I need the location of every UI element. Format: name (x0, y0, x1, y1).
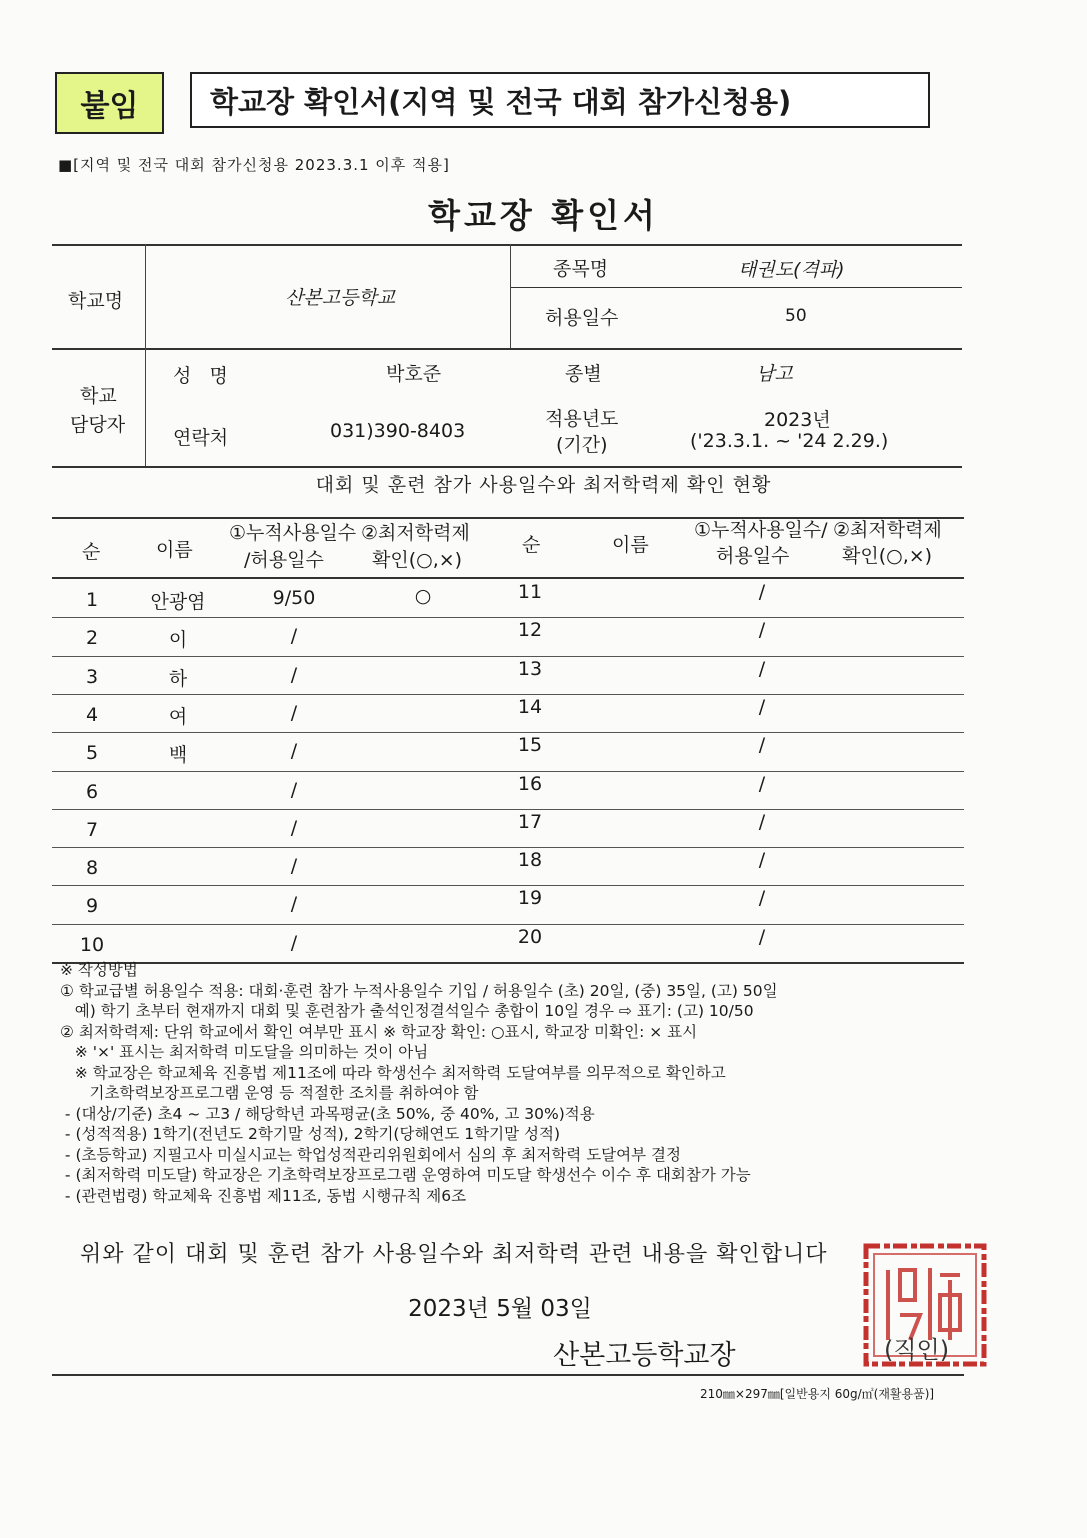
seal-label: (직인) (884, 1336, 950, 1364)
notes-block (60, 960, 778, 1206)
row-number-2: 11 (517, 581, 543, 603)
contact-label: 연락처 (173, 427, 229, 449)
row-used-days: / (290, 625, 298, 648)
row-number-2: 15 (517, 734, 543, 757)
note-line: - (관련법령) 학교체육 진흥법 제11조, 동법 시행규칙 제6조 (60, 1186, 467, 1205)
year-label-line2: (기간) (556, 434, 608, 456)
row-used-days: / (290, 893, 298, 916)
row-used-days-2: / (758, 734, 766, 757)
note-line: ① 학교급별 허용일수 적용: 대회·훈련 참가 누적사용일수 기입 / 허용일수 (초) 20일, (중) 35일, (고) 50일 (60, 981, 778, 1000)
row-used-days: / (290, 816, 298, 839)
note-line: - (대상/기준) 초4 ~ 고3 / 해당학년 과목평균(초 50%, 중 40%, 고 30%)적용 (60, 1104, 595, 1123)
period-value: ('23.3.1. ~ '24 2.29.) (690, 430, 889, 452)
allowed-days-label: 허용일수 (545, 307, 619, 329)
row-number-2: 20 (517, 925, 543, 948)
header-title: 학교장 확인서(지역 및 전국 대회 참가신청용) (190, 72, 930, 128)
header-no-2: 순 (522, 534, 541, 556)
header-check-2-line1: ②최저학력제 (833, 519, 942, 541)
row-name: 이 (168, 629, 188, 652)
staff-label-line2: 담당자 (70, 414, 126, 436)
header-used-line1: ①누적사용일수 (229, 522, 357, 544)
row-number-2: 16 (517, 772, 543, 795)
divider (510, 244, 511, 348)
staff-name-label: 성 명 (173, 365, 228, 387)
rule (52, 466, 962, 468)
row-used-days: / (290, 740, 298, 763)
school-name: 산본고등학교 (285, 287, 396, 309)
row-used-days-2: / (758, 619, 766, 642)
row-number: 8 (85, 857, 99, 880)
header-check-line1: ②최저학력제 (361, 522, 470, 544)
row-divider (52, 617, 964, 618)
row-used-days-2: / (758, 925, 766, 948)
rule (52, 577, 964, 579)
row-used-days-2: / (758, 581, 766, 603)
row-number-2: 13 (517, 657, 543, 680)
staff-label-line1: 학교 (80, 385, 117, 407)
row-used-days-2: / (758, 849, 766, 872)
row-number-2: 18 (517, 849, 543, 872)
note-line: 기초학력보장프로그램 운영 등 적절한 조치를 취하여야 함 (60, 1084, 479, 1102)
header-check-line2: 확인(○,×) (372, 549, 463, 571)
allowed-days-value: 50 (785, 306, 807, 326)
doc-title: 학교장 확인서 (428, 196, 659, 235)
row-used-days-2: / (758, 810, 766, 833)
event-label: 종목명 (553, 258, 609, 280)
row-number: 5 (85, 742, 99, 765)
row-number-2: 17 (517, 810, 543, 833)
header-used-line2: /허용일수 (244, 549, 324, 571)
school-name-label: 학교명 (68, 290, 124, 312)
row-used-days-2: / (758, 657, 766, 680)
row-name: 백 (168, 744, 188, 767)
year-value: 2023년 (764, 409, 831, 431)
header-name-2: 이름 (612, 534, 649, 556)
row-used-days: / (290, 778, 298, 801)
row-divider (52, 732, 964, 733)
principal: 산본고등학교장 (553, 1340, 736, 1371)
row-used-days: / (290, 663, 298, 686)
note-line: - (초등학교) 지필고사 미실시교는 학업성적관리위원회에서 심의 후 최저학력 도달여부 결정 (60, 1145, 681, 1164)
header-check-2-line2: 확인(○,×) (842, 545, 933, 567)
row-number: 3 (85, 665, 99, 688)
year-label-line1: 적용년도 (545, 408, 619, 430)
note-line: ※ 작성방법 (60, 961, 138, 979)
row-name: 여 (168, 705, 188, 728)
note-line: ※ '×' 표시는 최저학력 미도달을 의미하는 것이 아님 (60, 1043, 429, 1061)
note-line: - (최저학력 미도달) 학교장은 기초학력보장프로그램 운영하여 미도달 학생선수 이수 후 대회참가 가능 (60, 1166, 751, 1184)
contact-value: 031)390-8403 (330, 420, 466, 442)
row-number: 10 (79, 933, 105, 956)
type-value: 남고 (756, 363, 793, 385)
row-used-days: 9/50 (272, 587, 316, 609)
header-used-2-line1: ①누적사용일수/ (694, 519, 828, 541)
rule (52, 244, 962, 246)
row-number: 4 (85, 703, 99, 726)
row-used-days-2: / (758, 887, 766, 910)
note-line: ※ 학교장은 학교체육 진흥법 제11조에 따라 학생선수 최저학력 도달여부를 의무적으로 확인하고 (60, 1063, 726, 1082)
divider (145, 244, 146, 466)
row-number: 9 (85, 895, 99, 918)
rule (52, 1374, 964, 1376)
paper-size: 210㎜×297㎜[일반용지 60g/㎡(재활용품)] (700, 1387, 935, 1401)
row-number-2: 12 (517, 619, 543, 642)
header-no: 순 (82, 541, 101, 563)
rule (510, 287, 962, 288)
row-divider (52, 924, 964, 925)
row-divider (52, 656, 964, 657)
header-name: 이름 (156, 539, 193, 561)
date: 2023년 5월 03일 (408, 1296, 592, 1322)
staff-name: 박호준 (386, 363, 442, 385)
row-divider (52, 694, 964, 695)
row-used-days: / (290, 701, 298, 724)
row-divider (52, 771, 964, 772)
row-number: 1 (85, 589, 99, 611)
row-number: 7 (85, 818, 99, 841)
row-number: 2 (85, 627, 99, 650)
row-divider (52, 809, 964, 810)
confirm-text: 위와 같이 대회 및 훈련 참가 사용일수와 최저학력 관련 내용을 확인합니다 (80, 1242, 828, 1267)
row-used-days-2: / (758, 695, 766, 718)
row-used-days: / (290, 931, 298, 954)
row-used-days-2: / (758, 772, 766, 795)
event-value: 태권도(격파) (738, 259, 845, 281)
row-number-2: 14 (517, 695, 543, 718)
type-label: 종별 (565, 363, 602, 385)
row-name: 하 (168, 667, 188, 690)
note-line: ② 최저학력제: 단위 학교에서 확인 여부만 표시 ※ 학교장 확인: ○표시, 학교장 미확인: × 표시 (60, 1022, 698, 1041)
rule (52, 348, 962, 350)
attachment-badge: 붙임 (55, 72, 164, 134)
row-divider (52, 847, 964, 848)
row-check: ○ (414, 585, 432, 607)
row-name: 안광염 (150, 591, 206, 613)
row-used-days: / (290, 855, 298, 878)
top-note: ■[지역 및 전국 대회 참가신청용 2023.3.1 이후 적용] (58, 156, 450, 174)
section-title: 대회 및 훈련 참가 사용일수와 최저학력제 확인 현황 (315, 474, 772, 496)
note-line: 예) 학기 초부터 현재까지 대회 및 훈련참가 출석인정결석일수 총합이 10일 경우 ⇨ 표기: (고) 10/50 (60, 1002, 754, 1020)
row-divider (52, 885, 964, 886)
row-number: 6 (85, 780, 99, 803)
header-used-2-line2: 허용일수 (716, 545, 790, 567)
row-number-2: 19 (517, 887, 543, 910)
note-line: - (성적적용) 1학기(전년도 2학기말 성적), 2학기(당해연도 1학기말 성적) (60, 1125, 560, 1143)
